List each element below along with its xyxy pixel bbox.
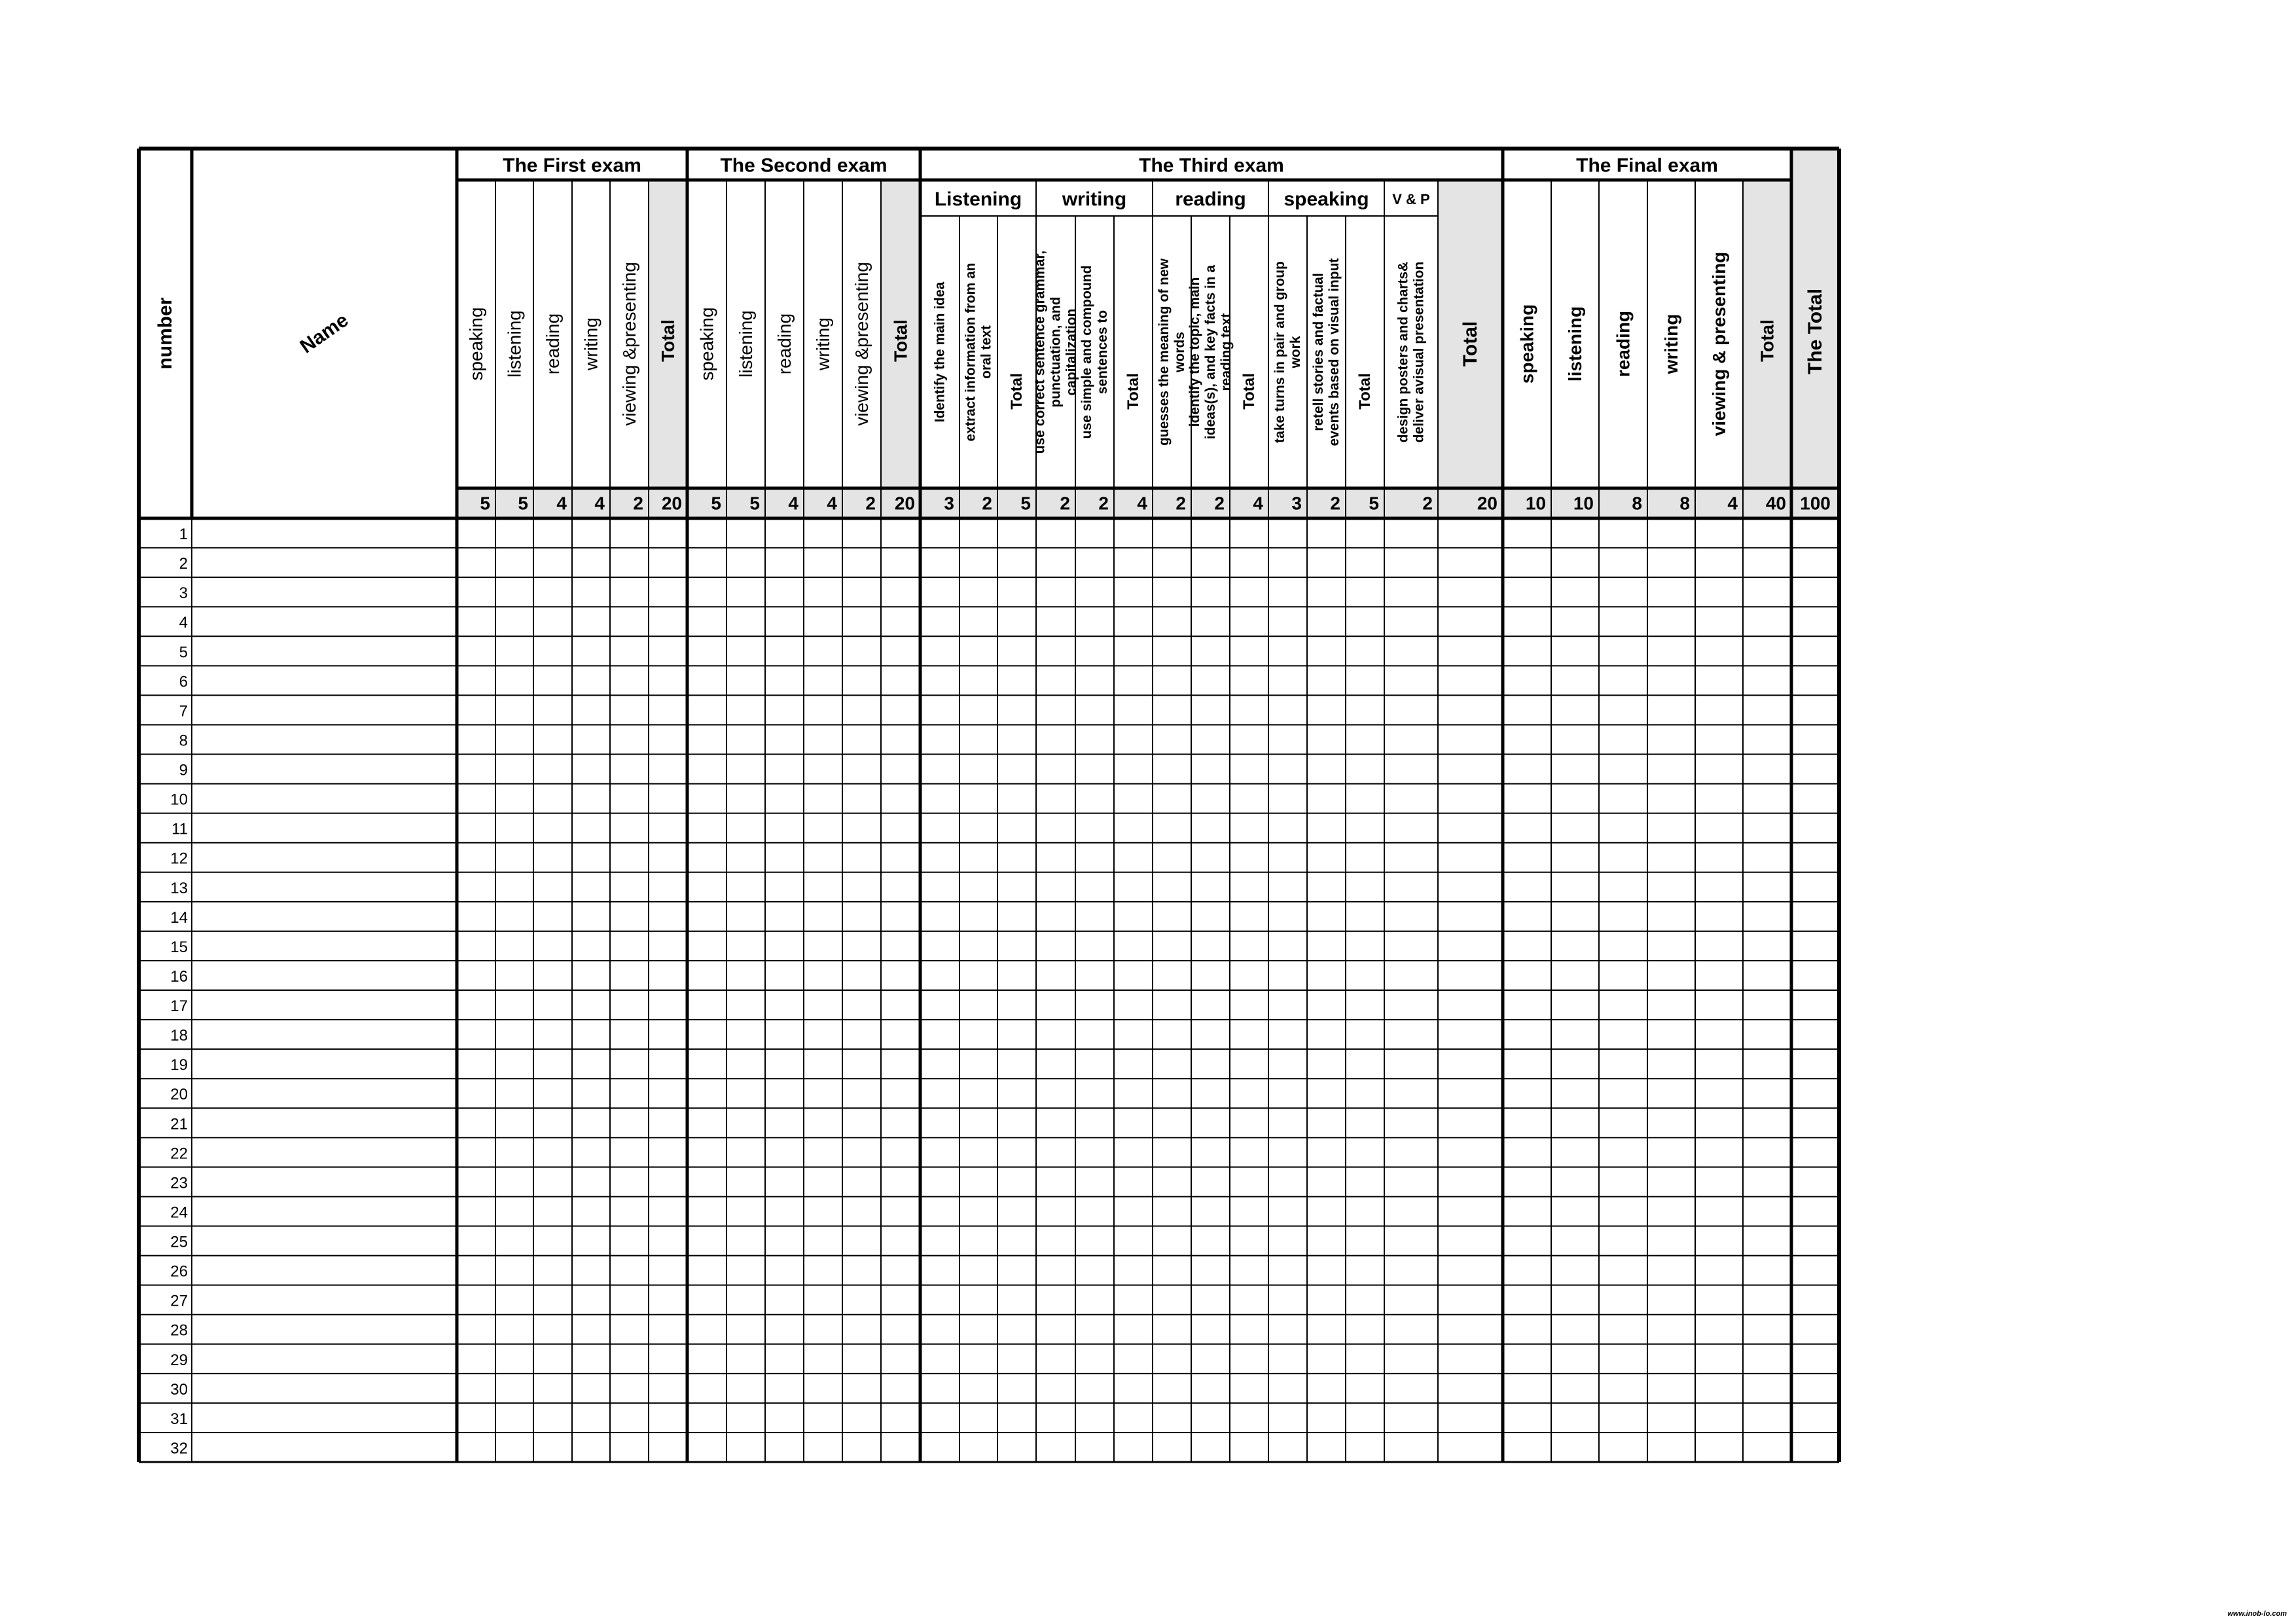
second-exam-column-label: reading (774, 313, 795, 375)
third-exam-skill-label: take turns in pair and group (1272, 261, 1287, 443)
second-exam-column-label: listening (736, 310, 756, 378)
third-exam-points: 2 (1175, 493, 1186, 514)
row-number: 1 (179, 526, 188, 544)
third-exam-total-label: Total (1008, 373, 1026, 410)
second-exam-column-label: speaking (696, 307, 717, 381)
row-number: 7 (179, 702, 188, 721)
row-number: 4 (179, 614, 188, 632)
third-exam-points: 2 (1060, 493, 1070, 514)
third-exam-skill-label: extract information from an (963, 262, 978, 442)
final-exam-column-label: speaking (1516, 304, 1537, 384)
third-exam-skill-label: sentences to (1095, 310, 1110, 395)
first-exam-points: 4 (594, 493, 605, 514)
third-exam-title: The Third exam (1139, 154, 1284, 177)
row-number: 28 (170, 1321, 188, 1340)
row-number: 12 (170, 849, 188, 868)
row-number: 24 (170, 1204, 188, 1222)
third-exam-skill-label: use simple and compound (1079, 265, 1094, 439)
final-exam-points: 8 (1632, 493, 1642, 514)
third-exam-skill-label: use correct sentence grammar, (1032, 250, 1048, 454)
third-exam-points: 3 (1291, 493, 1302, 514)
second-exam-column-label: viewing &presenting (852, 262, 872, 426)
third-exam-points: 2 (1098, 493, 1109, 514)
third-exam-points: 5 (1369, 493, 1379, 514)
third-exam-skill-label: events based on visual input (1327, 258, 1342, 446)
grand-total-label: The Total (1804, 288, 1826, 375)
row-number: 16 (170, 967, 188, 986)
first-exam-points: 2 (633, 493, 643, 514)
third-exam-points: 2 (1330, 493, 1340, 514)
name-header: Name (296, 309, 353, 358)
third-exam-points: 2 (1214, 493, 1225, 514)
row-number: 29 (170, 1351, 188, 1369)
third-exam-points: 2 (982, 493, 992, 514)
second-exam-points: 5 (749, 493, 760, 514)
row-number: 26 (170, 1262, 188, 1281)
row-number: 15 (170, 938, 188, 956)
row-number: 20 (170, 1086, 188, 1104)
third-exam-skill-label: guesses the meaning of new (1157, 259, 1172, 446)
final-exam-column-label: reading (1613, 310, 1634, 378)
third-exam-points: 5 (1020, 493, 1031, 514)
row-number: 5 (179, 643, 188, 662)
second-exam-points: 5 (711, 493, 721, 514)
third-exam-skill-label: punctuation, and (1048, 296, 1064, 408)
third-exam-skill-label: identify the topic, main (1187, 277, 1202, 427)
first-exam-column-label: reading (543, 313, 563, 375)
row-number: 22 (170, 1145, 188, 1163)
row-number: 31 (170, 1410, 188, 1428)
third-exam-skill-label: oral text (978, 325, 994, 379)
third-exam-skill-label: design posters and charts& (1395, 261, 1411, 443)
second-exam-points: 4 (827, 493, 837, 514)
row-number: 2 (179, 555, 188, 573)
row-number: 3 (179, 584, 188, 603)
third-exam-total-label: Total (1356, 373, 1374, 410)
final-exam-title: The Final exam (1576, 154, 1718, 177)
final-exam-column-label: writing (1661, 313, 1681, 374)
second-exam-column-label: writing (813, 317, 833, 370)
third-exam-group-label: reading (1175, 188, 1246, 210)
second-exam-points: 4 (788, 493, 798, 514)
first-exam-column-label: speaking (466, 307, 486, 381)
third-exam-group-label: speaking (1283, 188, 1369, 210)
row-number: 9 (179, 761, 188, 779)
row-number: 30 (170, 1380, 188, 1399)
first-exam-points: 20 (661, 493, 682, 514)
row-number: 23 (170, 1174, 188, 1192)
third-exam-points: 3 (944, 493, 954, 514)
final-exam-points: 10 (1573, 493, 1594, 514)
watermark: www.inob-lo.com (2227, 1610, 2287, 1618)
row-number: 14 (170, 908, 188, 927)
final-exam-points: 4 (1727, 493, 1738, 514)
first-exam-title: The First exam (503, 154, 641, 177)
first-exam-column-label: listening (504, 310, 525, 378)
second-exam-points: 2 (865, 493, 876, 514)
third-exam-skill-label: words (1172, 332, 1187, 372)
third-exam-total-points: 20 (1477, 493, 1498, 514)
third-exam-skill-label: reading text (1219, 313, 1234, 391)
third-exam-total-label: Total (1240, 373, 1258, 410)
final-exam-points: 40 (1765, 493, 1786, 514)
final-exam-points: 8 (1679, 493, 1690, 514)
number-header: number (154, 297, 176, 370)
final-exam-column-label: listening (1565, 306, 1585, 382)
final-exam-points: 10 (1525, 493, 1546, 514)
row-number: 19 (170, 1056, 188, 1075)
second-exam-title: The Second exam (720, 154, 888, 177)
third-exam-skill-label: capitalization (1064, 308, 1079, 396)
third-exam-skill-label: Identify the main idea (932, 281, 948, 423)
row-number: 8 (179, 732, 188, 750)
final-exam-column-label: Total (1757, 319, 1778, 362)
row-number: 10 (170, 791, 188, 809)
final-exam-column-label: viewing & presenting (1709, 251, 1729, 437)
row-number: 18 (170, 1027, 188, 1045)
row-number: 11 (171, 820, 188, 838)
first-exam-points: 4 (556, 493, 567, 514)
third-exam-skill-label: ideas(s), and key facts in a (1203, 264, 1218, 440)
third-exam-group-label: Listening (934, 188, 1022, 210)
row-number: 27 (170, 1292, 188, 1310)
third-exam-points: 4 (1253, 493, 1263, 514)
second-exam-points: 20 (894, 493, 915, 514)
third-exam-skill-label: work (1288, 336, 1303, 368)
first-exam-column-label: Total (658, 319, 678, 362)
second-exam-column-label: Total (890, 319, 911, 362)
first-exam-column-label: viewing &presenting (619, 262, 639, 426)
third-exam-points: 4 (1137, 493, 1147, 514)
row-number: 25 (170, 1233, 188, 1251)
third-exam-skill-label: retell stories and factual (1311, 273, 1326, 431)
third-exam-group-label: V & P (1392, 191, 1430, 207)
first-exam-points: 5 (518, 493, 528, 514)
row-number: 21 (170, 1115, 188, 1133)
third-exam-points: 2 (1422, 493, 1433, 514)
third-exam-group-label: writing (1062, 188, 1127, 210)
third-exam-total-label: Total (1124, 373, 1142, 410)
row-number: 17 (170, 997, 188, 1016)
third-exam-total-label: Total (1460, 321, 1481, 367)
row-number: 32 (170, 1439, 188, 1457)
first-exam-points: 5 (480, 493, 490, 514)
third-exam-skill-label: deliver avisual presentation (1411, 261, 1427, 443)
grand-total-points: 100 (1800, 493, 1831, 514)
first-exam-column-label: writing (581, 317, 601, 370)
row-number: 6 (179, 673, 188, 691)
row-number: 13 (170, 879, 188, 897)
